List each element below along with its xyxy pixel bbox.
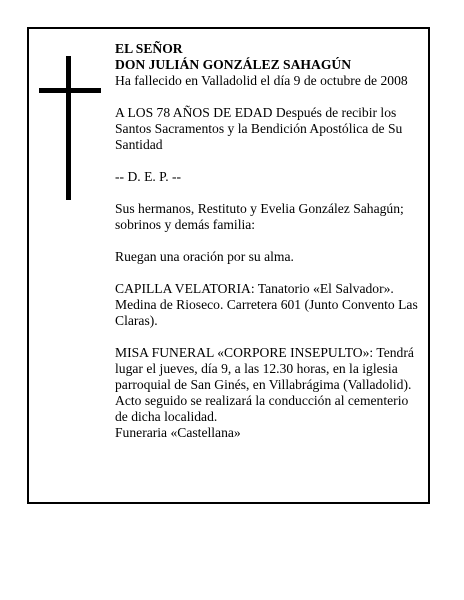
age-paragraph: A LOS 78 AÑOS DE EDAD Después de recibir los Santos Sacramentos y la Bendición Apostólica de Su Santidad [115,105,403,152]
cross-horizontal-bar [39,88,101,93]
family-paragraph: Sus hermanos, Restituto y Evelia González Sahagún; sobrinos y demás familia: [115,201,404,232]
notice-text [115,41,419,441]
prayer-request: Ruegan una oración por su alma. [115,249,294,264]
honorific: EL SEÑOR [115,41,183,56]
obituary-notice [27,27,430,504]
chapel-info: CAPILLA VELATORIA: Tanatorio «El Salvador». Medina de Rioseco. Carretera 601 (Junto Convento Las Claras). [115,281,418,328]
cross-vertical-bar [66,56,71,200]
death-line: Ha fallecido en Valladolid el día 9 de octubre de 2008 [115,73,408,88]
funeral-home: Funeraria «Castellana» [115,425,241,440]
latin-cross-icon [39,56,101,200]
funeral-mass-info: MISA FUNERAL «CORPORE INSEPULTO»: Tendrá lugar el jueves, día 9, a las 12.30 horas, en la iglesia parroquial de San Ginés, en Villabrágima (Valladolid). Acto seguido se realizará la conducción al cementerio de dicha localidad. [115,345,414,424]
deceased-name: DON JULIÁN GONZÁLEZ SAHAGÚN [115,57,352,72]
rip-line: -- D. E. P. -- [115,169,182,184]
